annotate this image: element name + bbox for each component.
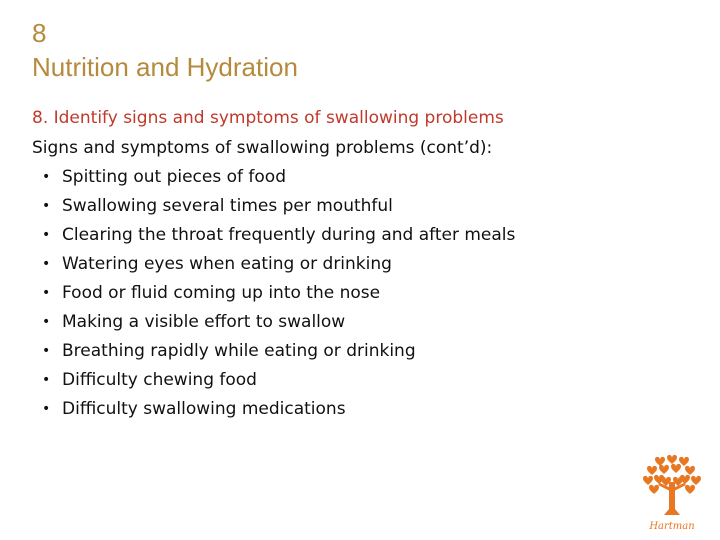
bullet-icon: • <box>42 401 51 417</box>
list-item <box>32 166 515 195</box>
list-item <box>32 224 515 253</box>
logo-text: Hartman <box>649 521 695 532</box>
list-item-text: Difficulty swallowing medications <box>62 399 346 419</box>
bullet-icon: • <box>42 372 51 388</box>
list-item-text: Food or fluid coming up into the nose <box>62 283 381 303</box>
bullet-icon: • <box>42 227 51 243</box>
list-item-text: Making a visible effort to swallow <box>62 312 346 332</box>
section-title: 8. Identify signs and symptoms of swallowing problems <box>32 108 504 128</box>
symptom-list <box>32 166 515 427</box>
bullet-icon: • <box>42 314 51 330</box>
chapter-header <box>32 16 298 84</box>
list-item <box>32 311 515 340</box>
bullet-icon: • <box>42 256 51 272</box>
list-item-text: Spitting out pieces of food <box>62 167 286 187</box>
list-item <box>32 398 515 427</box>
list-item-text: Breathing rapidly while eating or drinking <box>62 341 416 361</box>
list-item-text: Difficulty chewing food <box>62 370 257 390</box>
intro-text: Signs and symptoms of swallowing problems (cont’d): <box>32 138 493 158</box>
list-item <box>32 340 515 369</box>
list-item <box>32 253 515 282</box>
list-item-text: Swallowing several times per mouthful <box>62 196 393 216</box>
list-item <box>32 369 515 398</box>
list-item-text: Clearing the throat frequently during and after meals <box>62 225 516 245</box>
list-item <box>32 282 515 311</box>
list-item <box>32 195 515 224</box>
heart-tree-icon <box>643 455 701 515</box>
list-item-text: Watering eyes when eating or drinking <box>62 254 392 274</box>
bullet-icon: • <box>42 198 51 214</box>
bullet-icon: • <box>42 169 51 185</box>
chapter-title: Nutrition and Hydration <box>32 52 298 82</box>
chapter-number: 8 <box>32 18 47 48</box>
bullet-icon: • <box>42 343 51 359</box>
hartman-logo <box>640 455 704 535</box>
bullet-icon: • <box>42 285 51 301</box>
